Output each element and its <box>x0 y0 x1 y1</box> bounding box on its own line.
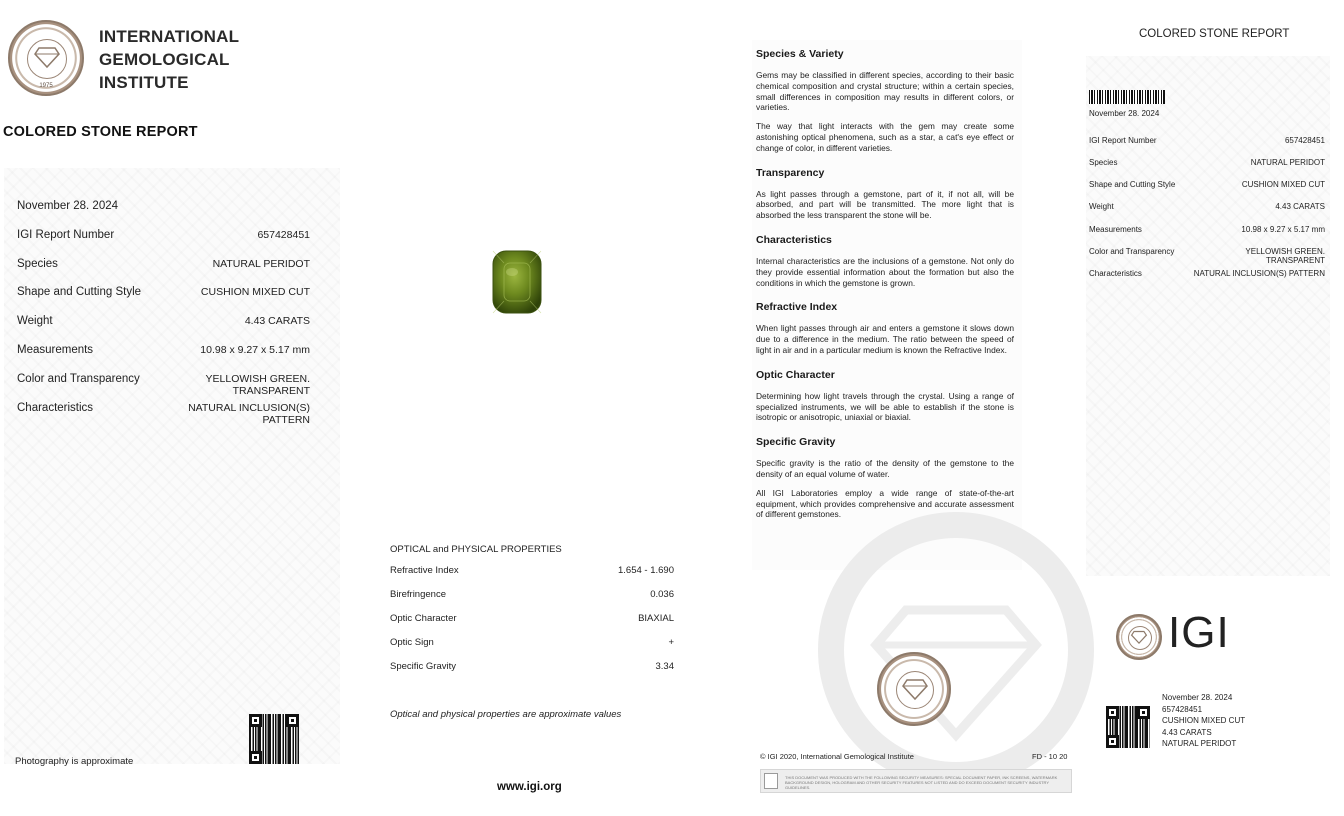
stub-value: NATURAL PERIDOT <box>1250 158 1325 167</box>
glossary-section-title: Specific Gravity <box>756 436 836 449</box>
document-icon <box>764 773 778 789</box>
igi-seal-logo <box>8 20 84 96</box>
glossary-paragraph: Specific gravity is the ratio of the density of the gemstone to the density of an equal volume of water. <box>756 458 1014 479</box>
stub-value: YELLOWISH GREEN. <box>1245 247 1325 256</box>
optical-note: Optical and physical properties are approximate values <box>390 709 622 720</box>
optical-label: Refractive Index <box>390 565 459 576</box>
stub-label: Species <box>1089 158 1118 167</box>
stub-date: November 28. 2024 <box>1089 109 1160 118</box>
org-name-line3: INSTITUTE <box>99 73 189 92</box>
glossary-section-title: Transparency <box>756 166 825 179</box>
glossary-paragraph: As light passes through a gemstone, part of it, if not all, will be absorbed, and part will be transmitted. The more light that is absorbed the less transparent the stone will be. <box>756 188 1014 221</box>
org-name-line2: GEMOLOGICAL <box>99 50 230 69</box>
security-note: THIS DOCUMENT WAS PRODUCED WITH THE FOLLOWING SECURITY MEASURES: SPECIAL DOCUMENT PAPER, INK SCREENS, WATERMARK BACKGROUND DESIGN, HOLOGRAM AND OTHER SECURITY FEATURES NOT LISTED AND DO EXCEED DOCUMENT SECURITY INDUSTRY GUIDELINES. <box>785 775 1058 790</box>
optical-label: Optic Sign <box>390 637 434 648</box>
copyright-text: © IGI 2020, International Gemological Institute <box>760 752 914 761</box>
diamond-icon-small <box>902 678 928 700</box>
stub-card-line: 4.43 CARATS <box>1162 727 1212 737</box>
optical-value: + <box>668 637 674 648</box>
glossary-paragraph: Determining how light travels through the crystal. Using a range of specialized instruments, we will be able to establish if the stone is isotropic or anisotropic, uniaxial or biaxial. <box>756 390 1014 423</box>
stub-label: Characteristics <box>1089 269 1142 278</box>
detail-value: 4.43 CARATS <box>244 315 310 327</box>
stub-details-panel <box>1086 56 1330 576</box>
website-link[interactable]: www.igi.org <box>497 781 562 793</box>
stub-value-line2: TRANSPARENT <box>1266 256 1325 265</box>
stub-card-summary <box>1162 692 1245 750</box>
stub-value: 10.98 x 9.27 x 5.17 mm <box>1241 225 1325 234</box>
stub-card-line: NATURAL PERIDOT <box>1162 739 1237 748</box>
barcode <box>1089 90 1165 104</box>
stub-label: IGI Report Number <box>1089 136 1157 145</box>
detail-value: NATURAL PERIDOT <box>212 258 310 270</box>
stub-value: 4.43 CARATS <box>1275 202 1325 211</box>
detail-label: IGI Report Number <box>17 229 115 241</box>
glossary-section-title: Refractive Index <box>756 301 838 314</box>
detail-value: CUSHION MIXED CUT <box>200 286 310 298</box>
detail-label: Species <box>17 258 58 270</box>
detail-value: 657428451 <box>257 229 310 241</box>
stub-value: NATURAL INCLUSION(S) PATTERN <box>1193 269 1325 278</box>
glossary-paragraph: All IGI Laboratories employ a wide range of state-of-the-art equipment, which provides comprehensive and accurate assessment of different gemstones. <box>756 487 1014 520</box>
detail-label: Shape and Cutting Style <box>17 286 142 298</box>
stub-card-line: CUSHION MIXED CUT <box>1162 716 1246 725</box>
optical-value: 3.34 <box>655 661 674 672</box>
glossary-section-title: Characteristics <box>756 233 832 246</box>
gemstone-photo <box>492 250 542 314</box>
form-code: FD - 10 20 <box>1032 752 1068 761</box>
report-date: November 28. 2024 <box>17 200 119 212</box>
detail-label: Characteristics <box>17 402 94 414</box>
watermark-seal-icon <box>826 500 1076 790</box>
stub-label: Weight <box>1089 202 1114 211</box>
stub-label: Shape and Cutting Style <box>1089 180 1176 189</box>
optical-label: Birefringence <box>390 589 446 600</box>
detail-value-line2: PATTERN <box>262 414 310 426</box>
glossary-paragraph: Gems may be classified in different species, according to their basic chemical composition and crystal structure; within a certain species, small differences in composition may results in different colors, or varieties. <box>756 70 1014 113</box>
diamond-icon <box>34 46 60 68</box>
optical-label: Optic Character <box>390 613 457 624</box>
igi-logo-text: IGI <box>1168 608 1230 657</box>
stub-card-line: November 28. 2024 <box>1162 693 1233 702</box>
stub-title: COLORED STONE REPORT <box>1139 28 1290 40</box>
glossary-text <box>756 48 1014 533</box>
report-title: COLORED STONE REPORT <box>3 124 198 140</box>
glossary-paragraph: Internal characteristics are the inclusions of a gemstone. Not only do they provide essential information about the formation but also the conditions in which the gemstone is grown. <box>756 255 1014 288</box>
stub-qr-code[interactable] <box>1106 706 1150 748</box>
glossary-paragraph: When light passes through air and enters a gemstone it slows down due to a difference in the medium. The ratio between the speed of light in air and in a particular medium is known the Refractive Index. <box>756 323 1014 355</box>
optical-label: Specific Gravity <box>390 661 456 672</box>
stub-value: 657428451 <box>1284 136 1325 145</box>
stub-card-line: 657428451 <box>1162 704 1203 714</box>
detail-label: Color and Transparency <box>17 373 140 385</box>
org-name <box>99 25 239 94</box>
optical-value: 0.036 <box>650 589 674 600</box>
detail-label: Weight <box>17 315 53 327</box>
diamond-icon-logo <box>1131 630 1147 644</box>
security-strip <box>760 769 1072 793</box>
optical-value: 1.654 - 1.690 <box>618 565 674 576</box>
stub-value: CUSHION MIXED CUT <box>1241 180 1325 189</box>
igi-logo-seal <box>1116 614 1162 660</box>
seal-year: 1975 <box>39 83 53 89</box>
igi-seal-small <box>877 652 951 726</box>
detail-value: YELLOWISH GREEN. <box>205 373 310 385</box>
photo-note: Photography is approximate <box>15 756 134 767</box>
stub-label: Measurements <box>1089 225 1142 234</box>
optical-value: BIAXIAL <box>638 613 674 624</box>
qr-code[interactable] <box>249 714 299 764</box>
detail-value: NATURAL INCLUSION(S) <box>188 402 310 414</box>
glossary-paragraph: The way that light interacts with the gem may create some astonishing optical phenomena, such as a star, a cat's eye effect or change of color, in different varieties. <box>756 121 1014 153</box>
glossary-section-title: Species & Variety <box>756 48 844 60</box>
glossary-section-title: Optic Character <box>756 368 835 381</box>
optical-heading: OPTICAL and PHYSICAL PROPERTIES <box>390 544 562 555</box>
detail-value: 10.98 x 9.27 x 5.17 mm <box>200 344 310 356</box>
org-name-line1: INTERNATIONAL <box>99 27 240 46</box>
detail-value-line2: TRANSPARENT <box>232 385 310 397</box>
stub-label: Color and Transparency <box>1089 247 1175 256</box>
detail-label: Measurements <box>17 344 94 356</box>
